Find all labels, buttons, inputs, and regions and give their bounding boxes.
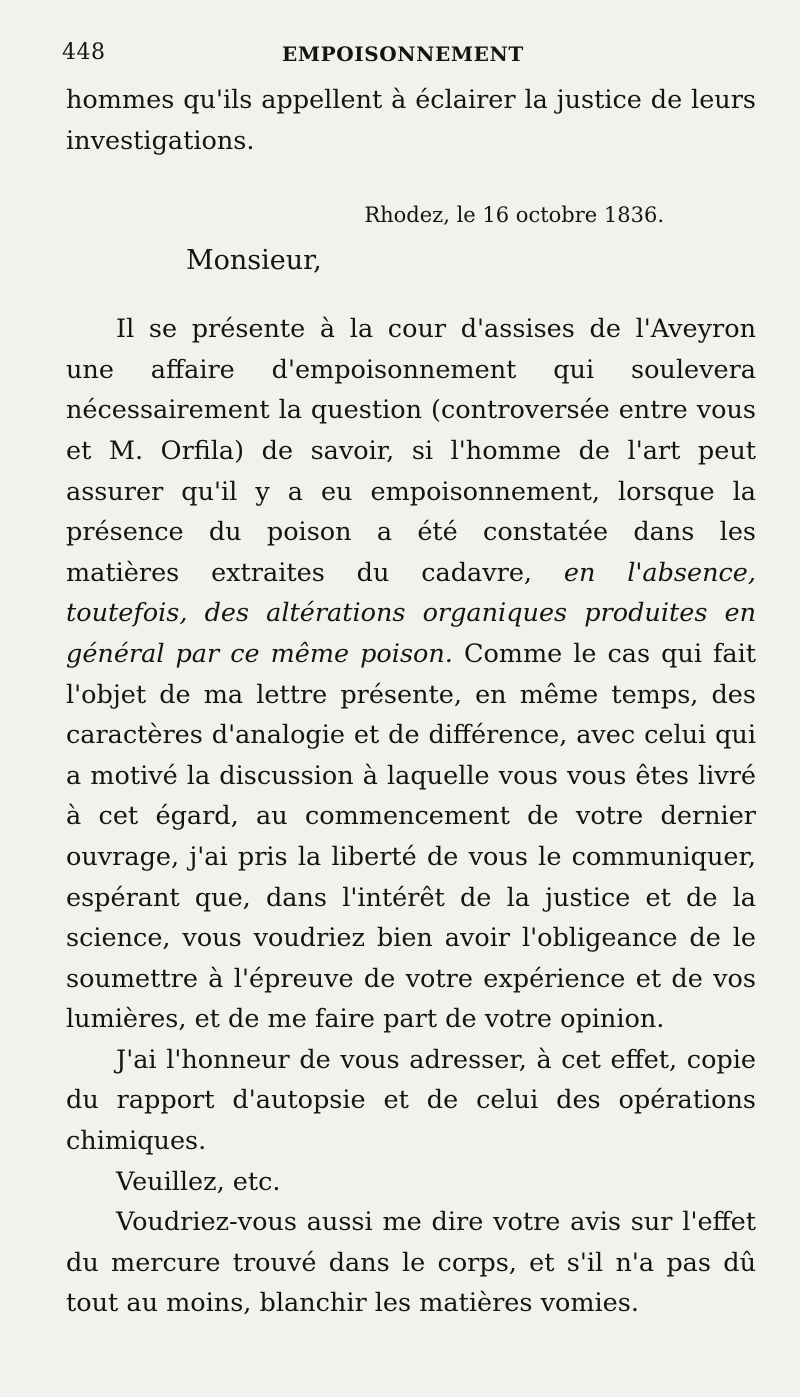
running-title: EMPOISONNEMENT: [282, 42, 524, 66]
letter-text-part-2: Comme le cas qui fait l'objet de ma lettre présente, en même temps, des caractères d'analogie et de différence, avec celui qui a motivé la discussion à laquelle vous vous êtes livré à cet égard, au commencement de votre dernier ouvrage, j'ai pris la liberté de vous le communiquer, espérant que, dans l'intérêt de la justice et de la science, vous voudriez bien avoir l'obligeance de le soumettre à l'épreuve de votre expérience et de vos lumières, et de me faire part de votre opinion.: [66, 638, 757, 1035]
page-number: 448: [62, 40, 106, 65]
mercure-paragraph: Voudriez-vous aussi me dire votre avis sur l'effet du mercure trouvé dans le corps, et s'il n'a pas dû tout au moins, blanchir les matières vomies.: [66, 1207, 756, 1319]
letter-salutation: Monsieur,: [186, 245, 322, 277]
page-body: [66, 80, 756, 1324]
letter-text-part-1: Il se présente à la cour d'assises de l'Aveyron une affaire d'empoisonnement qui soulevera nécessairement la question (controversée entre vous et M. Orfila) de savoir, si l'homme de l'art peut assurer qu'il y a eu empoisonnement, lorsque la présence du poison a été constatée dans les matières extraites du cadavre,: [66, 314, 756, 588]
letter-dateline: Rhodez, le 16 octobre 1836.: [364, 203, 664, 228]
letter-italic-text: en l'absence, toutefois, des altérations organiques produites en général par ce même poison.: [66, 557, 756, 669]
letter-main-paragraph: [66, 309, 756, 1040]
honneur-paragraph: J'ai l'honneur de vous adresser, à cet effet, copie du rapport d'autopsie et de celui des opérations chimiques.: [66, 1044, 756, 1157]
veuillez-paragraph: Veuillez, etc.: [116, 1166, 281, 1197]
opening-paragraph: hommes qu'ils appellent à éclairer la justice de leurs investigations.: [66, 85, 756, 156]
page-header: [62, 40, 740, 72]
